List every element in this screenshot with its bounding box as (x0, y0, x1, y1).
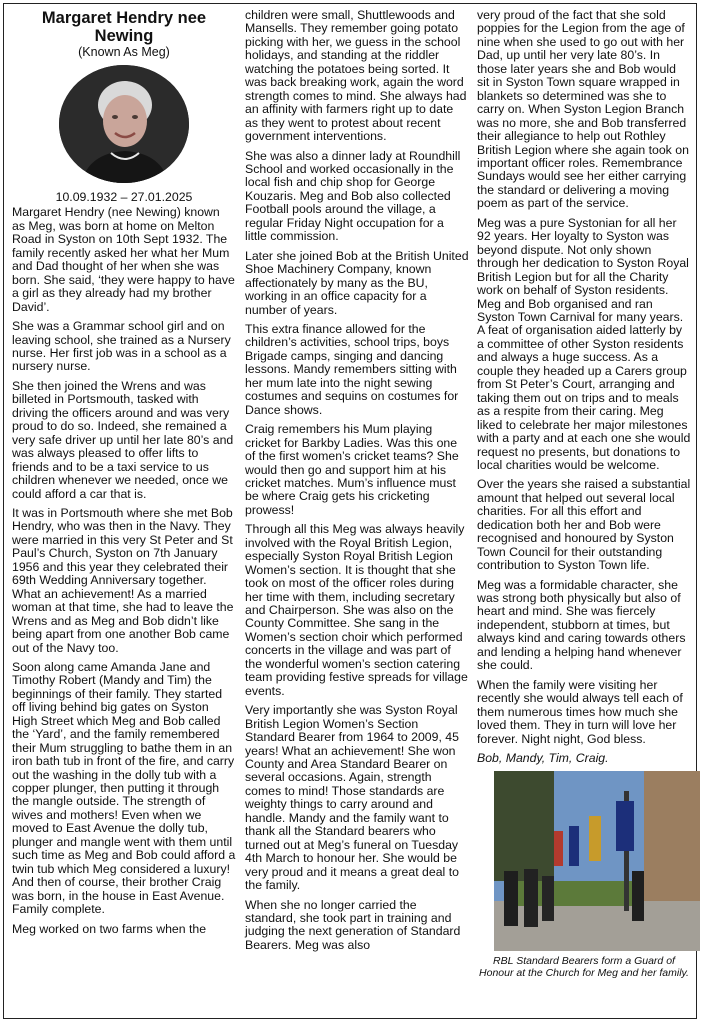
family-signature: Bob, Mandy, Tim, Craig. (477, 751, 609, 766)
paragraph: When she no longer carried the standard, she took part in training and judging the next generation of Standard Bearers. Meg was also (245, 897, 461, 952)
paragraph: Meg worked on two farms when the (12, 921, 207, 936)
paragraph: She was also a dinner lady at Roundhill School and worked occasionally in the local fish and chip shop for George Kouzaris. Meg and Bob also collected Football pools around the village, a regular Friday Night occupation for a little commission. (245, 148, 461, 244)
paragraph: very proud of the fact that she sold poppies for the Legion from the age of nine when she used to go out with her Dad, up until her very late 80’s. In those later years she and Bob would sit in Syston Town square wrapped in blankets so determined was she to carry on. When Syston Legion Branch was no more, she and Bob transferred their allegiance to help out Rothley British Legion where she again took on important officer roles. Remembrance Sundays would see her either carrying the standard or delivering a moving poem as part of the service. (477, 8, 689, 211)
paragraph: Soon along came Amanda Jane and Timothy Robert (Mandy and Tim) the beginnings of their family. They started off living behind big gates on Syston High Street which Meg and Bob called the ‘Yard’, and the family remembered their Mum struggling to bathe them in an iron bath tub in front of the fire, and carry out the washing in the dolly tub with a copper plunger, then putting it through the mangle outside. The strength of wives and mothers! Even when we moved to East Avenue the dolly tub, plunger and mangle went with them until such time as Meg and Bob could afford a twin tub which Meg considered a luxury! And then of course, their brother Craig was born, in the house in East Avenue. Family complete. (12, 659, 236, 917)
paragraph: Very importantly she was Syston Royal British Legion Women’s Section Standard Bearer from 1964 to 2009, 45 years! What an achievement! She won County and Area Standard Bearer on several occasions. Again, strength comes to mind! Those standards are weighty things to carry around and handle. Mandy and the family want to thank all the Standard bearers who turned out at Meg’s funeral on Tuesday 4th March to honour her. She would be very proud and it means a great deal to the family. (245, 703, 459, 893)
column-3 (477, 9, 691, 979)
paragraph: Over the years she raised a substantial amount that helped out several local charities. For all this effort and dedication both her and Bob were recognised and honoured by Syston Town Council for their outstanding contribution to Syston Town life. (477, 477, 691, 573)
paragraph: Later she joined Bob at the British United Shoe Machinery Company, known affectionately by many as the BU, working in an office capacity for a number of years. (245, 248, 469, 317)
column-1 (12, 9, 236, 942)
paragraph: She was a Grammar school girl and on leaving school, she trained as a Nursery nurse. Her first job was in a school as a nursery nurse. (12, 319, 231, 374)
paragraph: Meg was a formidable character, she was strong both physically but also of heart and mind. She was fiercely independent, stubborn at times, but always kind and caring towards others and lending a helping hand whenever she could. (477, 577, 686, 673)
paragraph: Meg was a pure Systonian for all her 92 years. Her loyalty to Syston was beyond dispute. Not only shown through her dedication to Syston Royal British Legion but for all the Charity work on behalf of Syston residents. Meg and Bob organised and ran Syston Town Carnival for many years. A feat of organisation aided latterly by a committee of other Syston residents and always a huge success. As a couple they headed up a Carers group from St Peter’s Court, arranging and taking them out on trips and to meals as a respite from their caring. Meg liked to celebrate her major milestones with a party and at each one she would request no presents, but donations to local charities would be welcome. (477, 215, 691, 472)
guard-of-honour-photo (494, 771, 700, 951)
paragraph: Margaret Hendry (nee Newing) known as Meg, was born at home on Melton Road in Syston on 10th Sept 1932. The family recently asked her what her Mum and Dad thought of her when she was born. She said, ‘they were happy to have a girl as they already had my brother David’. (12, 205, 235, 314)
paragraph: When the family were visiting her recently she would always tell each of them numerous times how much she loved them. They in turn will love her forever. Night night, God bless. (477, 677, 683, 746)
life-dates: 10.09.1932 – 27.01.2025 (55, 190, 193, 204)
portrait-photo (59, 65, 189, 183)
paragraph: Craig remembers his Mum playing cricket for Barkby Ladies. Was this one of the first women’s cricket teams? She would then go and support him at his cricket matches. Mum’s influence must be where Craig gets his cricketing prowess! (245, 422, 459, 517)
obituary-page (3, 3, 697, 1019)
paragraph: Through all this Meg was always heavily involved with the Royal British Legion, especially Syston Royal British Legion Women’s section. It is thought that she took on most of the officer roles during her time with them, including secretary and Chairperson. She was also on the County Committee. She sang in the Women’s section choir which performed concerts in the village and was part of the wonderful women’s section catering team providing festive spreads for village events. (245, 522, 468, 698)
obituary-title: Margaret Hendry nee Newing (41, 9, 207, 45)
paragraph: children were small, Shuttlewoods and Mansells. They remember going potato picking with her, we guess in the school holidays, and standing at the riddler watching the potatoes being sorted. It was back breaking work, again the word strength comes to mind. She always had an affinity with farmers right up to date as they went to protest about recent government interventions. (245, 8, 467, 144)
paragraph: It was in Portsmouth where she met Bob Hendry, who was then in the Navy. They were married in this very St Peter and St Paul’s Church, Syston on 7th January 1956 and this year they celebrated their 69th Wedding Anniversary together. What an achievement! As a married woman at that time, she had to leave the Wrens and as Meg and Bob didn’t like being apart from one another Bob came out of the Navy too. (12, 505, 234, 655)
column-2 (245, 9, 469, 958)
paragraph: This extra finance allowed for the children’s activities, school trips, boys Brigade camps, singing and dancing lessons. Mandy remembers sitting with her mum late into the night sewing costumes and sequins on costumes for Dance shows. (245, 321, 459, 417)
paragraph: She then joined the Wrens and was billeted in Portsmouth, tasked with driving the officers around and was very proud to do so. Indeed, she remained a very safe driver up until her late 80’s and was always pleased to offer lifts to friends and to be a taxi service to us children whenever we needed, once we could afford a car that is. (12, 378, 234, 501)
photo-caption: RBL Standard Bearers form a Guard of Honour at the Church for Meg and her family. (479, 955, 689, 980)
known-as-subtitle: (Known As Meg) (78, 45, 170, 59)
